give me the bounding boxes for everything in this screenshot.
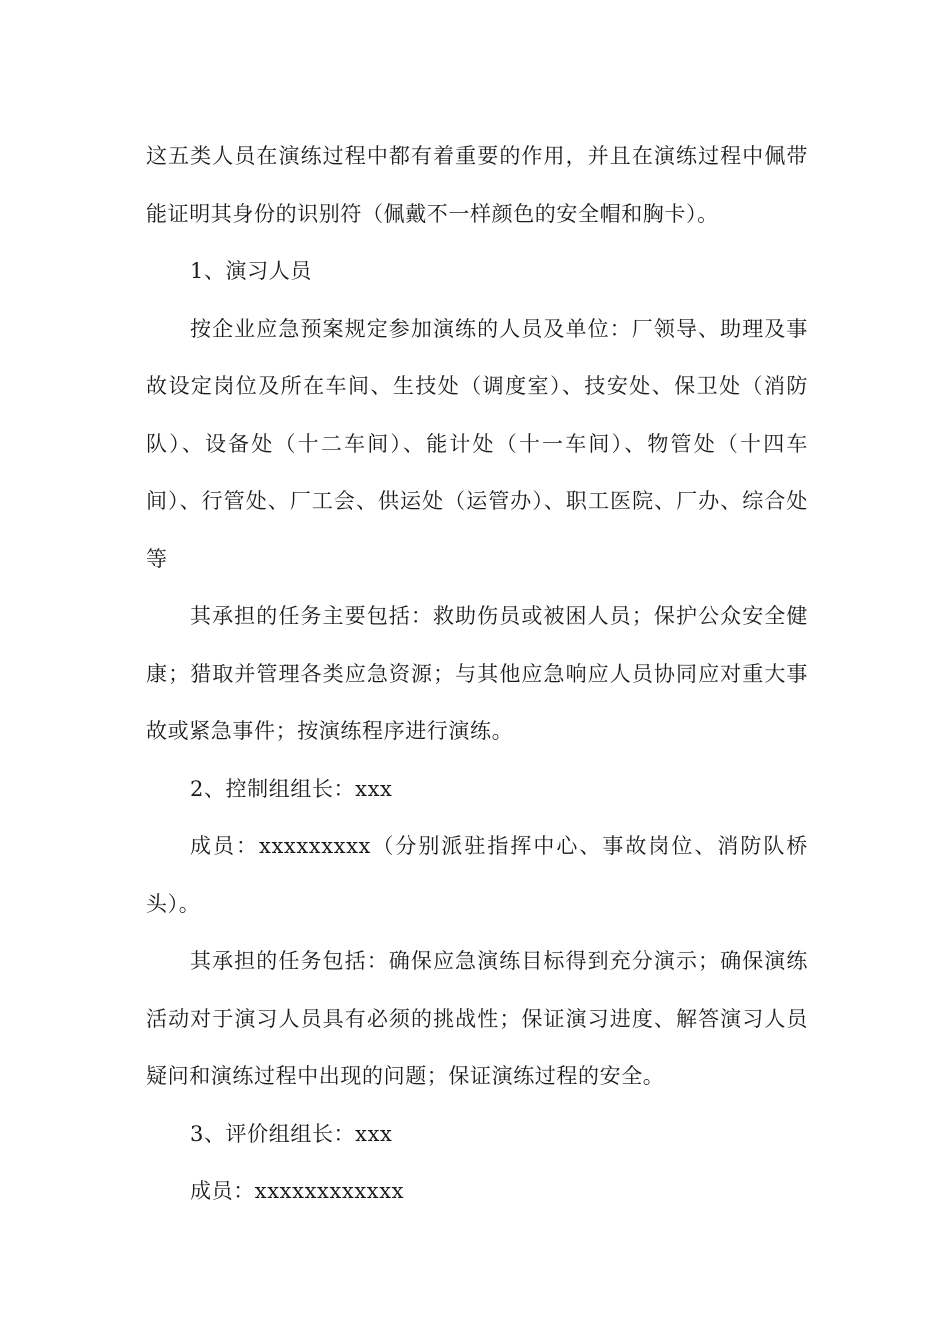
paragraph-intro: 这五类人员在演练过程中都有着重要的作用，并且在演练过程中佩带能证明其身份的识别符（佩戴不一样颜色的安全帽和胸卡）。 [146,144,808,226]
heading-control-group: 2、控制组组长：xxx [190,776,393,801]
paragraph-control-tasks: 其承担的任务包括：确保应急演练目标得到充分演示；确保演练活动对于演习人员具有必须的挑战性；保证演习进度、解答演习人员疑问和演练过程中出现的问题；保证演练过程的安全。 [146,949,808,1088]
paragraph-control-members: 成员：xxxxxxxxx（分别派驻指挥中心、事故岗位、消防队桥头）。 [146,834,808,916]
paragraph-participating-units: 按企业应急预案规定参加演练的人员及单位：厂领导、助理及事故设定岗位及所在车间、生技处（调度室）、技安处、保卫处（消防队）、设备处（十二车间）、能计处（十一车间）、物管处（十四车间）、行管处、厂工会、供运处（运管办）、职工医院、厂办、综合处等 [146,316,808,571]
heading-exercise-personnel: 1、演习人员 [190,259,312,283]
paragraph-exercise-tasks: 其承担的任务主要包括：救助伤员或被困人员；保护公众安全健康；猎取并管理各类应急资源；与其他应急响应人员协同应对重大事故或紧急事件；按演练程序进行演练。 [146,604,808,743]
heading-evaluation-group: 3、评价组组长：xxx [190,1121,393,1146]
paragraph-evaluation-members: 成员：xxxxxxxxxxxx [190,1179,405,1203]
document-body [146,128,808,1221]
